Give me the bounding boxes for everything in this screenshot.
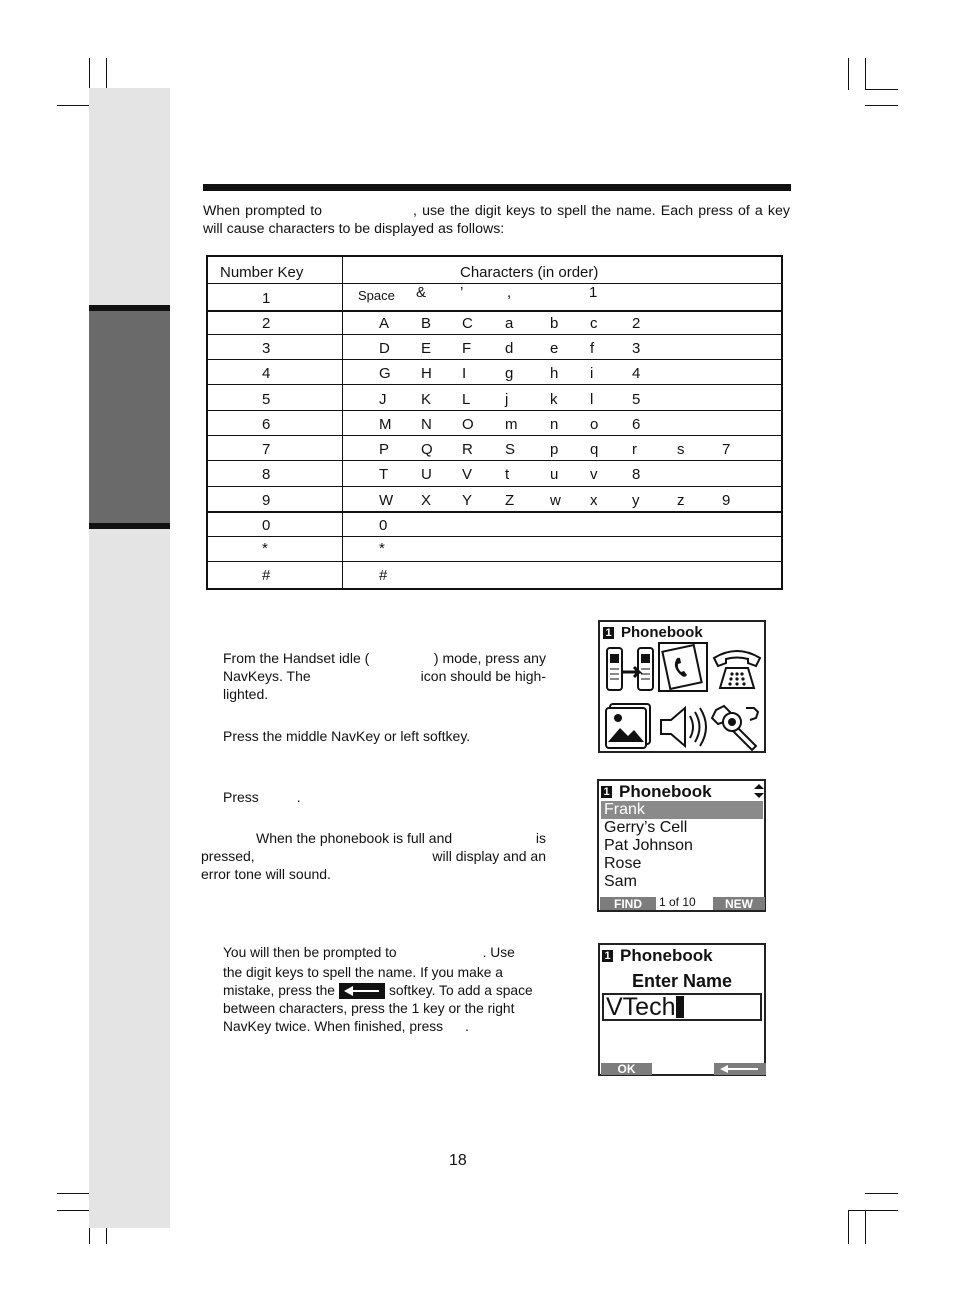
section-rule [203, 184, 791, 191]
table-char-cell: Space [358, 288, 395, 303]
table-row-rule [207, 435, 782, 436]
table-char-cell: v [590, 466, 598, 483]
text-cursor [676, 996, 684, 1018]
table-row-rule [207, 334, 782, 335]
table-char-cell: A [379, 315, 390, 332]
table-header-chars: Characters (in order) [460, 264, 599, 281]
table-char-cell: O [462, 416, 474, 433]
phonebook-entry[interactable]: Frank [601, 801, 763, 819]
screen-phonebook-list [597, 779, 766, 912]
table-char-cell: K [421, 391, 432, 408]
section-tab [89, 305, 170, 529]
table-char-cell: s [677, 441, 685, 458]
phonebook-icon [658, 642, 708, 692]
step-1 [223, 649, 546, 703]
table-row-rule [207, 310, 782, 312]
table-char-cell: J [379, 391, 387, 408]
step-4-text: NavKey twice. When finished, press [223, 1019, 444, 1034]
intro-text-1: When prompted to [203, 203, 323, 219]
backspace-arrow-icon [339, 983, 385, 999]
crop-mark [865, 89, 898, 90]
table-char-cell: q [590, 441, 599, 458]
table-char-cell: f [590, 340, 595, 357]
table-char-cell: M [379, 416, 392, 433]
phonebook-entry[interactable]: Gerry’s Cell [604, 819, 688, 836]
crop-mark [865, 1193, 898, 1194]
table-char-cell: C [462, 315, 473, 332]
note-text: is [535, 830, 546, 846]
phonebook-entry[interactable]: Sam [604, 873, 637, 890]
table-char-cell: ’ [460, 284, 464, 301]
table-row-rule [207, 511, 782, 513]
table-key-cell: 1 [262, 290, 271, 307]
table-key-cell: 0 [262, 517, 271, 534]
step-3 [223, 788, 301, 806]
step-4-text: . Use [482, 945, 515, 960]
telephone-icon [710, 644, 764, 692]
table-row-rule [207, 283, 782, 284]
table-row-rule [207, 561, 782, 562]
character-table [206, 255, 783, 590]
table-char-cell: V [462, 466, 473, 483]
crop-mark [865, 105, 898, 106]
name-input-value: VTech [606, 993, 676, 1021]
table-row-rule [207, 486, 782, 487]
table-char-cell: 1 [589, 284, 598, 301]
crop-mark [865, 1210, 866, 1244]
table-char-cell: F [462, 340, 472, 357]
table-key-cell: 6 [262, 416, 271, 433]
table-char-cell: j [505, 391, 509, 408]
screen-enter-name [598, 943, 766, 1076]
phonebook-entry[interactable]: Pat Johnson [604, 837, 693, 854]
table-char-cell: D [379, 340, 390, 357]
backspace-softkey[interactable] [714, 1063, 766, 1075]
table-char-cell: 8 [632, 466, 641, 483]
handset-number-badge: 1 [603, 627, 614, 639]
table-char-cell: r [632, 441, 637, 458]
table-char-cell: y [632, 492, 640, 509]
table-char-cell: N [421, 416, 432, 433]
ok-softkey[interactable]: OK [601, 1063, 652, 1075]
table-char-cell: 5 [632, 391, 641, 408]
table-char-cell: , [507, 284, 512, 301]
handsets-icon [604, 644, 656, 694]
table-char-cell: 0 [379, 517, 388, 534]
table-row-rule [207, 460, 782, 461]
table-char-cell: G [379, 365, 391, 382]
table-char-cell: a [505, 315, 514, 332]
table-char-cell: g [505, 365, 514, 382]
table-char-cell: z [677, 492, 685, 509]
screen-title: Phonebook [620, 946, 713, 965]
table-char-cell: p [550, 441, 559, 458]
table-char-cell: w [550, 492, 561, 509]
step-3-text: Press [223, 789, 259, 805]
intro-paragraph [203, 202, 790, 238]
table-char-cell: I [462, 365, 467, 382]
table-char-cell: h [550, 365, 559, 382]
step-1-text: lighted. [223, 686, 269, 702]
step-1-text: From the Handset idle ( [223, 650, 370, 666]
table-char-cell: e [550, 340, 559, 357]
table-row-rule [207, 536, 782, 537]
table-key-cell: 8 [262, 466, 271, 483]
table-char-cell: 6 [632, 416, 641, 433]
intro-text-2: , use the digit keys to spell the name. Each press of a key will cause characters to be displayed as follows: [203, 203, 790, 237]
find-softkey[interactable]: FIND [600, 897, 656, 910]
crop-mark [848, 1210, 849, 1244]
screen-phonebook-menu [598, 620, 766, 753]
name-input[interactable] [602, 993, 762, 1021]
table-header-key: Number Key [220, 264, 304, 281]
settings-icon [710, 702, 764, 752]
page-number: 18 [449, 1152, 467, 1169]
note-text: When the phonebook is full and [256, 830, 453, 846]
side-margin-bar [89, 88, 170, 1228]
step-1-text: ) mode, press any [433, 650, 546, 666]
table-key-cell: 2 [262, 315, 271, 332]
table-char-cell: x [590, 492, 598, 509]
table-char-cell: d [505, 340, 514, 357]
handset-number-badge: 1 [601, 786, 612, 798]
scroll-arrows-icon[interactable] [753, 783, 765, 799]
table-char-cell: T [379, 466, 389, 483]
table-char-cell: # [379, 567, 388, 584]
crop-mark [865, 58, 866, 90]
note-text: will display and an [432, 848, 546, 864]
table-char-cell: b [550, 315, 559, 332]
step-4-text: softkey. To add a space [388, 983, 533, 998]
note-text: pressed, [201, 848, 255, 864]
note-text: error tone will sound. [201, 866, 331, 882]
new-softkey[interactable]: NEW [713, 897, 765, 910]
step-4-text: . [465, 1019, 469, 1034]
crop-mark [848, 1210, 898, 1211]
table-char-cell: & [416, 284, 427, 301]
table-char-cell: 3 [632, 340, 641, 357]
step-1-text: NavKeys. The [223, 668, 311, 684]
table-key-cell: 5 [262, 391, 271, 408]
screen-title: Phonebook [619, 782, 712, 801]
table-char-cell: 9 [722, 492, 731, 509]
crop-mark [848, 58, 849, 90]
table-char-cell: 2 [632, 315, 641, 332]
step-4-text: You will then be prompted to [223, 945, 397, 960]
table-key-cell: 3 [262, 340, 271, 357]
table-char-cell: L [462, 391, 471, 408]
table-char-cell: u [550, 466, 559, 483]
step-4 [223, 944, 548, 1036]
table-key-cell: 9 [262, 492, 271, 509]
phonebook-entry[interactable]: Rose [604, 855, 642, 872]
table-char-cell: o [590, 416, 599, 433]
table-char-cell: P [379, 441, 390, 458]
table-row-rule [207, 410, 782, 411]
table-divider [342, 255, 343, 590]
table-char-cell: 4 [632, 365, 641, 382]
table-char-cell: U [421, 466, 432, 483]
backspace-arrow-icon [714, 1063, 766, 1075]
table-char-cell: R [462, 441, 473, 458]
note [201, 829, 546, 883]
crop-mark [57, 105, 90, 106]
table-char-cell: W [379, 492, 394, 509]
step-4-text: mistake, press the [223, 983, 335, 998]
step-4-text: between characters, press the 1 key or the right [223, 1001, 515, 1016]
table-char-cell: m [505, 416, 518, 433]
handset-number-badge: 1 [602, 950, 613, 962]
step-4-text: the digit keys to spell the name. If you make a [223, 965, 503, 980]
table-char-cell: l [590, 391, 594, 408]
table-row-rule [207, 384, 782, 385]
table-char-cell: Y [462, 492, 473, 509]
picture-icon [604, 702, 654, 750]
table-char-cell: t [505, 466, 510, 483]
table-char-cell: n [550, 416, 559, 433]
table-row-rule [207, 359, 782, 360]
table-char-cell: S [505, 441, 516, 458]
table-key-cell: # [262, 567, 271, 584]
table-key-cell: 4 [262, 365, 271, 382]
table-char-cell: Q [421, 441, 433, 458]
step-2: Press the middle NavKey or left softkey. [223, 728, 471, 744]
table-char-cell: * [379, 540, 385, 557]
crop-mark [57, 1193, 90, 1194]
step-3-text: . [296, 789, 301, 805]
table-char-cell: k [550, 391, 558, 408]
table-char-cell: X [421, 492, 432, 509]
table-char-cell: Z [505, 492, 515, 509]
table-key-cell: 7 [262, 441, 271, 458]
table-char-cell: H [421, 365, 432, 382]
table-char-cell: i [590, 365, 594, 382]
step-1-text: icon should be high- [420, 668, 546, 684]
table-key-cell: * [262, 540, 268, 557]
entry-counter: 1 of 10 [659, 895, 696, 909]
table-char-cell: E [421, 340, 432, 357]
table-char-cell: 7 [722, 441, 731, 458]
speaker-icon [658, 704, 708, 750]
screen-title: Phonebook [621, 624, 703, 641]
enter-name-prompt: Enter Name [631, 971, 733, 991]
table-char-cell: c [590, 315, 598, 332]
table-char-cell: B [421, 315, 432, 332]
